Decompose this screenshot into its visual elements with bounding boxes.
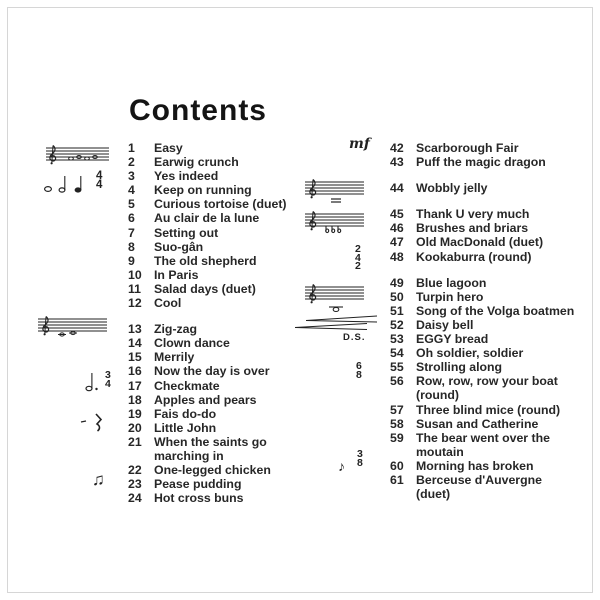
toc-group xyxy=(390,141,585,169)
toc-entry-number: 16 xyxy=(128,364,142,379)
toc-entry-number: 56 xyxy=(390,374,404,389)
toc-entry-number: 5 xyxy=(128,197,135,212)
toc-entry xyxy=(390,459,585,473)
toc-entry-number: 45 xyxy=(390,207,404,222)
toc-entry-title: Morning has broken xyxy=(416,458,534,473)
toc-entry xyxy=(390,374,585,402)
dal-segno-icon: D.S. xyxy=(343,332,366,343)
toc-group xyxy=(390,276,585,502)
toc-entry xyxy=(390,318,585,332)
quarter-rest-icon xyxy=(80,412,108,434)
toc-entry-number: 47 xyxy=(390,235,404,250)
toc-entry-number: 60 xyxy=(390,458,404,473)
toc-entry xyxy=(128,421,333,435)
toc-entry-number: 21 xyxy=(128,434,142,449)
toc-entry-title: Clown dance xyxy=(154,336,230,351)
toc-entry xyxy=(128,393,333,407)
time-signature-6-8-icon: 6 8 xyxy=(356,360,362,381)
toc-entry-title: Blue lagoon xyxy=(416,275,487,290)
toc-entry-number: 48 xyxy=(390,249,404,264)
toc-entry-title: Turpin hero xyxy=(416,289,484,304)
toc-entry xyxy=(128,477,333,491)
toc-entry-number: 19 xyxy=(128,406,142,421)
toc-entry-title: Easy xyxy=(154,141,183,155)
time-signature-4-4-icon: 4 4 xyxy=(96,170,103,191)
toc-entry-title: Daisy bell xyxy=(416,317,474,332)
toc-entry xyxy=(128,141,333,155)
toc-entry-number: 6 xyxy=(128,211,135,226)
toc-entry-number: 54 xyxy=(390,346,404,361)
toc-entry-title: Susan and Catherine xyxy=(416,416,539,431)
staff-treble-clef-icon xyxy=(303,283,365,315)
toc-entry-number: 20 xyxy=(128,420,142,435)
toc-entry-number: 18 xyxy=(128,392,142,407)
staff-treble-clef-icon xyxy=(303,178,365,206)
toc-entry-title: Curious tortoise (duet) xyxy=(154,197,287,212)
toc-entry-number: 17 xyxy=(128,378,142,393)
staff-treble-clef-icon xyxy=(303,210,365,238)
note-values-icon xyxy=(42,170,102,196)
toc-entry-title: Three blind mice (round) xyxy=(416,402,561,417)
toc-entry xyxy=(128,254,333,268)
toc-entry-number: 8 xyxy=(128,239,135,254)
toc-entry-number: 14 xyxy=(128,336,142,351)
toc-entry xyxy=(390,304,585,318)
toc-entry xyxy=(390,431,585,459)
toc-entry-title: Fais do-do xyxy=(154,406,217,421)
toc-entry xyxy=(128,268,333,282)
toc-entry-title: Row, row, row your boat (round) xyxy=(416,374,558,403)
toc-entry xyxy=(390,235,585,249)
toc-entry-number: 9 xyxy=(128,253,135,268)
toc-group xyxy=(128,322,333,505)
toc-entry-number: 46 xyxy=(390,221,404,236)
toc-entry-title: Thank U very much xyxy=(416,207,530,222)
toc-entry-title: Yes indeed xyxy=(154,169,219,184)
crescendo-hairpins-icon xyxy=(293,314,379,334)
toc-entry-title: Strolling along xyxy=(416,360,503,375)
toc-entry-number: 61 xyxy=(390,472,404,487)
toc-entry-number: 12 xyxy=(128,296,142,311)
toc-group xyxy=(390,207,585,263)
staff-treble-clef-icon xyxy=(44,144,110,166)
time-signature-3-4-icon: 3 4 xyxy=(105,369,111,390)
beamed-eighth-notes-icon: ♫ xyxy=(92,470,105,489)
toc-entry-title: Zig-zag xyxy=(154,322,198,337)
toc-entry xyxy=(390,181,585,195)
toc-entry xyxy=(128,364,333,378)
toc-entry-number: 53 xyxy=(390,332,404,347)
page-title: Contents xyxy=(129,94,267,127)
toc-entry xyxy=(128,463,333,477)
toc-entry-title: Setting out xyxy=(154,225,219,240)
toc-entry-number: 13 xyxy=(128,322,142,337)
toc-entry-number: 42 xyxy=(390,141,404,155)
toc-entry-number: 22 xyxy=(128,463,142,478)
toc-entry-number: 58 xyxy=(390,416,404,431)
dotted-note-icon xyxy=(82,370,111,394)
toc-entry xyxy=(128,350,333,364)
toc-entry xyxy=(128,491,333,505)
toc-entry-title: Berceuse d'Auvergne (duet) xyxy=(416,472,542,502)
toc-entry xyxy=(390,346,585,360)
toc-entry xyxy=(390,332,585,346)
toc-entry xyxy=(390,360,585,374)
toc-entry xyxy=(390,276,585,290)
toc-entry-title: Cool xyxy=(154,296,182,311)
toc-entry-title: Old MacDonald (duet) xyxy=(416,235,544,250)
toc-entry-title: In Paris xyxy=(154,267,199,282)
toc-entry-title: Puff the magic dragon xyxy=(416,155,546,170)
toc-entry-number: 4 xyxy=(128,183,135,198)
toc-entry-number: 10 xyxy=(128,267,142,282)
toc-entry-number: 55 xyxy=(390,360,404,375)
toc-entry-title: Song of the Volga boatmen xyxy=(416,303,575,318)
toc-entry xyxy=(390,250,585,264)
toc-entry-title: Little John xyxy=(154,420,217,435)
toc-entry-number: 57 xyxy=(390,402,404,417)
toc-entry-title: Earwig crunch xyxy=(154,155,239,170)
toc-entry xyxy=(390,141,585,155)
toc-entry-number: 11 xyxy=(128,281,141,296)
note-values-glyphs xyxy=(42,170,92,196)
toc-entry-title: Now the day is over xyxy=(154,364,270,379)
toc-entry-title: Brushes and briars xyxy=(416,221,529,236)
toc-entry-number: 2 xyxy=(128,155,135,170)
toc-entry-number: 3 xyxy=(128,169,135,184)
toc-entry xyxy=(390,417,585,431)
toc-entry-title: Oh soldier, soldier xyxy=(416,346,524,361)
toc-entry-title: Apples and pears xyxy=(154,392,257,407)
toc-entry-number: 43 xyxy=(390,155,404,170)
toc-entry-number: 44 xyxy=(390,181,404,196)
toc-entry-title: Au clair de la lune xyxy=(154,211,260,226)
toc-entry-number: 7 xyxy=(128,225,135,240)
time-signature-3-8-icon: 3 8 xyxy=(357,448,363,469)
toc-group xyxy=(390,181,585,195)
toc-entry-number: 24 xyxy=(128,491,142,506)
toc-right-column xyxy=(390,141,585,501)
toc-entry-title: Suo-gân xyxy=(154,239,204,254)
toc-entry-number: 51 xyxy=(390,303,404,318)
toc-entry xyxy=(128,336,333,350)
toc-entry-title: Keep on running xyxy=(154,183,252,198)
toc-entry xyxy=(390,207,585,221)
toc-entry xyxy=(128,379,333,393)
mezzo-forte-icon: mf xyxy=(349,136,370,152)
toc-entry-title: Kookaburra (round) xyxy=(416,249,532,264)
toc-entry xyxy=(390,403,585,417)
toc-entry-number: 59 xyxy=(390,430,404,445)
toc-entry-title: Pease pudding xyxy=(154,477,242,492)
toc-entry xyxy=(390,221,585,235)
toc-entry-title: Wobbly jelly xyxy=(416,181,488,196)
toc-entry xyxy=(390,473,585,501)
toc-entry-title: Salad days (duet) xyxy=(154,281,256,296)
staff-treble-clef-icon xyxy=(36,316,108,340)
toc-entry-title: Hot cross buns xyxy=(154,491,244,506)
toc-entry-title: EGGY bread xyxy=(416,332,489,347)
time-signature-icon: 2 4 2 xyxy=(355,243,361,272)
toc-entry xyxy=(390,155,585,169)
toc-entry-title: Scarborough Fair xyxy=(416,141,519,155)
toc-entry-title: The old shepherd xyxy=(154,253,257,268)
toc-entry-number: 52 xyxy=(390,317,404,332)
toc-entry-number: 49 xyxy=(390,275,404,290)
toc-entry xyxy=(128,435,333,463)
eighth-note-icon: ♪ xyxy=(338,458,345,474)
toc-entry-title: Checkmate xyxy=(154,378,220,393)
toc-entry xyxy=(128,407,333,421)
toc-entry-number: 23 xyxy=(128,477,142,492)
toc-entry-title: One-legged chicken xyxy=(154,463,271,478)
dotted-note-glyph xyxy=(82,370,100,394)
toc-entry-number: 1 xyxy=(128,141,135,155)
toc-entry-title: Merrily xyxy=(154,350,195,365)
toc-entry-title: When the saints go marching in xyxy=(154,434,267,463)
toc-entry-number: 50 xyxy=(390,289,404,304)
toc-entry xyxy=(390,290,585,304)
toc-entry-title: The bear went over the moutain xyxy=(416,430,550,459)
toc-entry xyxy=(128,155,333,169)
toc-entry xyxy=(128,240,333,254)
toc-entry-number: 15 xyxy=(128,350,142,365)
